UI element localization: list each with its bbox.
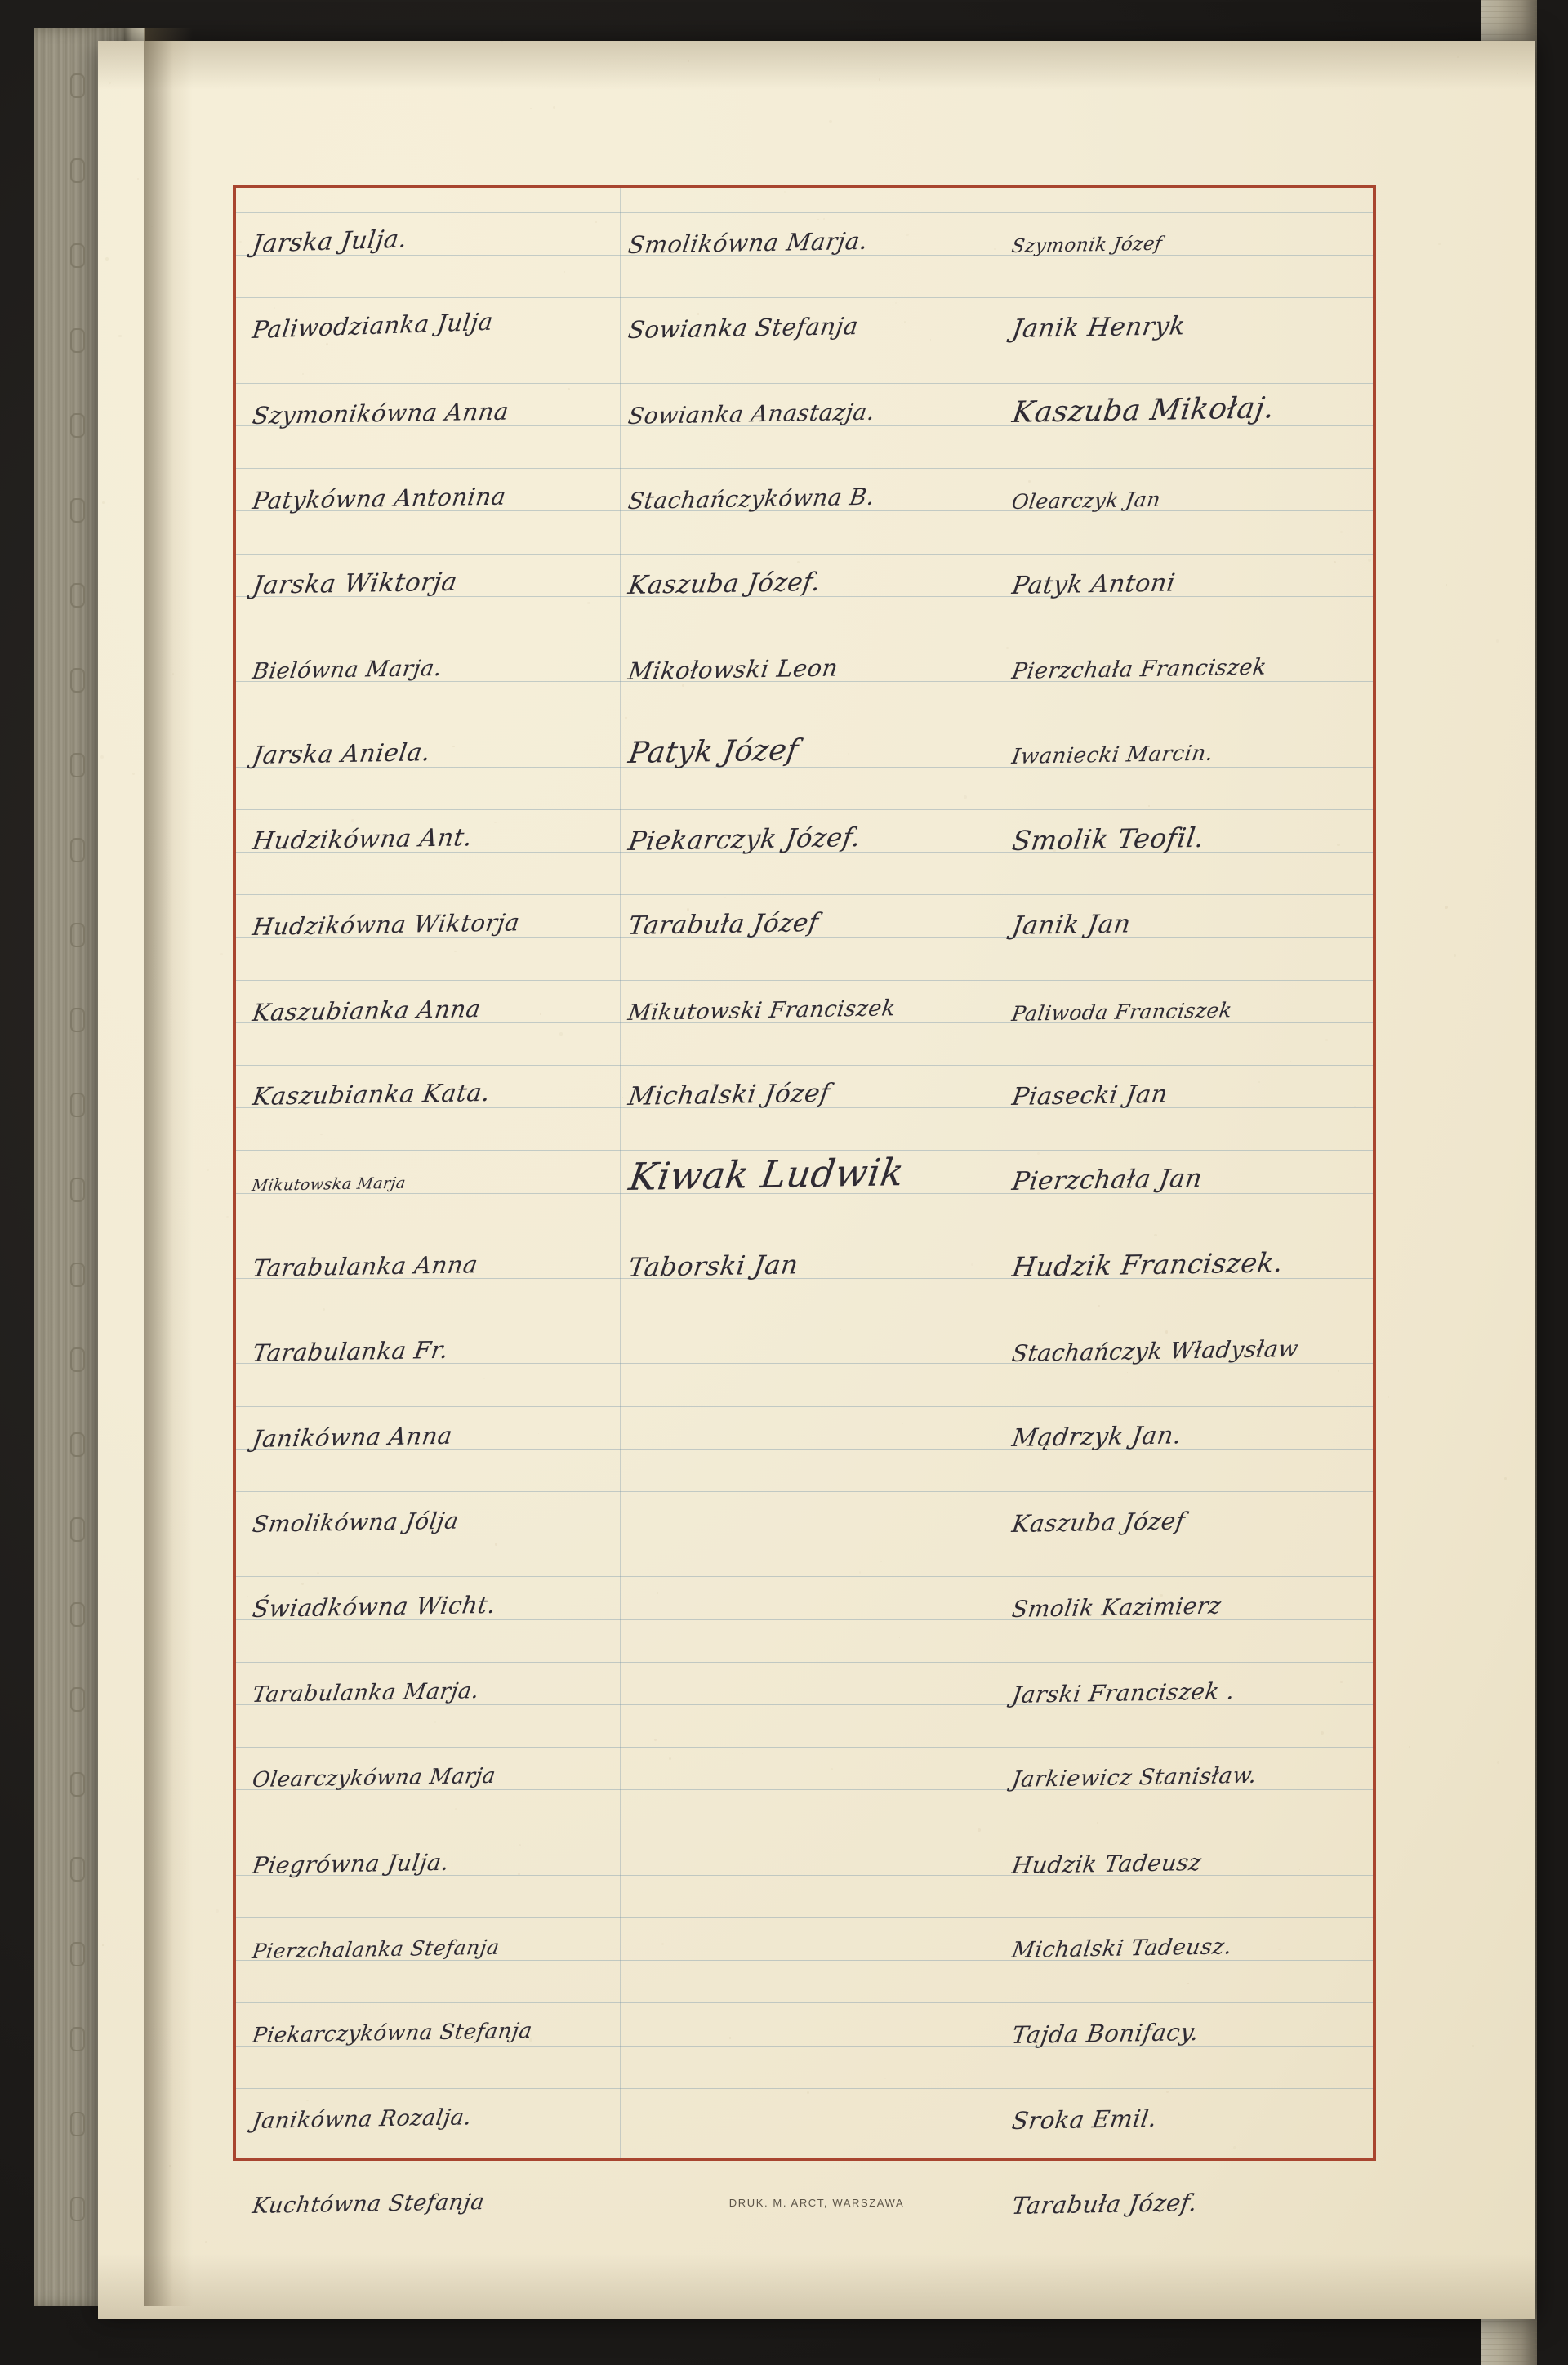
register-entry: Kuchtówna Stefanja xyxy=(251,2189,487,2220)
register-entry: Smolik Kazimierz xyxy=(1010,1592,1223,1623)
ruled-line xyxy=(236,1917,1373,1918)
register-entry: Iwaniecki Marcin. xyxy=(1010,742,1215,770)
register-entry: Jarska Aniela. xyxy=(251,738,433,771)
register-entry: Kiwak Ludwik xyxy=(626,1150,907,1200)
paper-speckle xyxy=(518,1873,520,1876)
register-entry: Piekarczyk Józef. xyxy=(626,821,863,857)
register-entry: Jarska Wiktorja xyxy=(251,567,460,600)
paper-speckle xyxy=(1409,1746,1410,1748)
register-entry: Szymonikówna Anna xyxy=(251,397,511,430)
register-entry: Kaszubianka Kata. xyxy=(251,1078,492,1111)
paper-speckle xyxy=(205,2241,207,2243)
binding-stitch xyxy=(70,923,85,947)
paper-speckle xyxy=(1504,1477,1507,1480)
binding-stitch xyxy=(70,668,85,693)
paper-speckle xyxy=(495,1543,497,1545)
paper-speckle xyxy=(216,1909,219,1913)
binding-stitch xyxy=(70,1772,85,1797)
register-entry: Sroka Emil. xyxy=(1010,2104,1159,2135)
register-entry: Patyk Józef xyxy=(626,733,801,771)
book-gutter-shadow xyxy=(144,28,193,2306)
register-entry: Pierzchała Franciszek xyxy=(1010,654,1269,684)
ruled-line xyxy=(236,1576,1373,1577)
paper-speckle xyxy=(226,1216,228,1218)
paper-speckle xyxy=(118,335,121,337)
printer-imprint: DRUK. M. ARCT, WARSZAWA xyxy=(728,2197,905,2209)
binding-stitch xyxy=(70,243,85,268)
ruled-line xyxy=(236,2046,1373,2047)
paper-speckle xyxy=(669,1757,671,1760)
paper-speckle xyxy=(1472,2045,1474,2047)
paper-speckle xyxy=(1446,584,1448,586)
paper-speckle xyxy=(100,755,104,759)
paper-speckle xyxy=(1354,1106,1356,1107)
register-entry: Sowianka Anastazja. xyxy=(626,398,877,430)
paper-speckle xyxy=(519,1844,521,1846)
register-entry: Piekarczykówna Stefanja xyxy=(251,2019,534,2049)
paper-speckle xyxy=(1496,639,1499,643)
ruled-line xyxy=(236,1406,1373,1407)
binding-stitch xyxy=(70,1008,85,1032)
register-entry: Smolikówna Jólja xyxy=(251,1507,461,1538)
register-entry: Kaszuba Józef. xyxy=(626,567,823,600)
paper-speckle xyxy=(568,388,570,390)
binding-stitch xyxy=(70,1602,85,1627)
paper-speckle xyxy=(994,248,996,250)
register-entry: Kaszuba Józef xyxy=(1010,1507,1187,1538)
paper-speckle xyxy=(102,501,105,504)
ruled-line xyxy=(236,1662,1373,1663)
register-entry: Mikutowski Franciszek xyxy=(626,995,898,1026)
paper-speckle xyxy=(540,1013,541,1014)
paper-speckle xyxy=(454,951,456,952)
paper-speckle xyxy=(1517,73,1519,74)
paper-speckle xyxy=(964,795,967,799)
paper-speckle xyxy=(840,1329,841,1330)
binding-stitch xyxy=(70,753,85,777)
paper-speckle xyxy=(687,908,690,911)
paper-speckle xyxy=(1148,805,1150,807)
register-entry: Jarkiewicz Stanisław. xyxy=(1010,1762,1258,1793)
paper-speckle xyxy=(729,2037,732,2039)
column-separator-1 xyxy=(620,188,621,2158)
binding-stitch xyxy=(70,1942,85,1966)
paper-speckle xyxy=(1165,1330,1169,1334)
ruled-line xyxy=(236,1065,1373,1066)
register-entry: Patykówna Antonina xyxy=(251,482,508,515)
binding-stitch xyxy=(70,1178,85,1202)
register-entry: Sowianka Stefanja xyxy=(626,312,861,345)
binding-stitch xyxy=(70,838,85,862)
ruled-line xyxy=(236,2088,1373,2089)
register-entry: Janik Jan xyxy=(1010,909,1133,942)
paper-speckle xyxy=(351,819,354,822)
ruled-line xyxy=(236,809,1373,810)
paper-speckle xyxy=(829,120,832,123)
register-entry: Hudzik Tadeusz xyxy=(1010,1848,1204,1879)
ruled-line xyxy=(236,2002,1373,2003)
register-entry: Tarabulanka Anna xyxy=(251,1249,480,1282)
background-right-margin xyxy=(1537,0,1568,2365)
ruled-line xyxy=(236,297,1373,298)
binding-stitch xyxy=(70,2112,85,2136)
paper-speckle xyxy=(1037,1152,1040,1155)
binding-stitch xyxy=(70,73,85,98)
register-entry: Tarabuła Józef. xyxy=(1010,2189,1200,2220)
paper-speckle xyxy=(634,1263,635,1264)
paper-speckle xyxy=(1154,1234,1156,1236)
paper-speckle xyxy=(501,41,503,42)
register-entry: Paliwodzianka Julja xyxy=(251,307,495,345)
paper-speckle xyxy=(807,2091,809,2094)
register-entry: Szymonik Józef xyxy=(1010,233,1164,257)
register-entry: Piegrówna Julja. xyxy=(251,1848,452,1879)
register-entry: Janikówna Anna xyxy=(251,1421,455,1453)
paper-speckle xyxy=(711,1082,714,1085)
binding-stitch xyxy=(70,158,85,183)
paper-speckle xyxy=(902,1423,903,1424)
ruled-line xyxy=(236,468,1373,469)
paper-speckle xyxy=(452,746,454,747)
register-entry: Taborski Jan xyxy=(626,1249,801,1283)
binding-stitch xyxy=(70,1432,85,1457)
paper-speckle xyxy=(784,191,786,193)
paper-speckle xyxy=(1338,1370,1339,1371)
register-entry: Janikówna Rozalja. xyxy=(251,2104,474,2134)
register-entry: Michalski Tadeusz. xyxy=(1010,1934,1234,1963)
paper-speckle xyxy=(1499,1049,1500,1050)
paper-speckle xyxy=(137,178,139,180)
ruled-line xyxy=(236,1491,1373,1492)
paper-speckle xyxy=(1438,243,1441,246)
ruled-line xyxy=(236,554,1373,555)
paper-speckle xyxy=(105,257,109,261)
paper-speckle xyxy=(978,1828,981,1832)
register-entry: Pierzchała Jan xyxy=(1010,1164,1205,1197)
ruled-line xyxy=(236,1747,1373,1748)
paper-speckle xyxy=(1497,1761,1499,1763)
register-entry: Stachańczyk Władysław xyxy=(1010,1334,1301,1368)
paper-speckle xyxy=(447,317,448,318)
paper-speckle xyxy=(688,60,689,61)
paper-speckle xyxy=(530,108,532,109)
register-entry: Stachańczykówna B. xyxy=(626,483,877,515)
paper-speckle xyxy=(1233,2146,1236,2149)
register-entry: Jarska Julja. xyxy=(251,225,409,259)
register-entry: Patyk Antoni xyxy=(1010,568,1178,600)
paper-speckle xyxy=(682,684,684,687)
register-entry: Kaszubianka Anna xyxy=(251,994,483,1027)
paper-speckle xyxy=(302,373,303,374)
register-entry: Janik Henryk xyxy=(1010,311,1187,345)
paper-speckle xyxy=(1290,1061,1291,1062)
paper-speckle xyxy=(697,313,700,315)
paper-speckle xyxy=(1454,954,1457,957)
paper-speckle xyxy=(207,1169,209,1171)
paper-speckle xyxy=(415,923,416,924)
paper-speckle xyxy=(1457,56,1459,58)
register-entry: Pierzchalanka Stefanja xyxy=(251,1935,501,1963)
binding-stitch xyxy=(70,1347,85,1372)
paper-speckle xyxy=(306,2100,309,2102)
register-entry: Mądrzyk Jan. xyxy=(1010,1420,1184,1453)
register-entry: Olearczykówna Marja xyxy=(251,1763,497,1793)
register-entry: Mikołowski Leon xyxy=(626,653,840,685)
paper-speckle xyxy=(109,82,111,84)
register-entry: Hudzikówna Wiktorja xyxy=(251,908,522,942)
paper-speckle xyxy=(1334,561,1336,563)
paper-speckle xyxy=(1127,1372,1128,1373)
paper-speckle xyxy=(879,78,880,80)
register-entry: Olearczyk Jan xyxy=(1010,487,1163,514)
paper-speckle xyxy=(1098,1305,1099,1307)
binding-stitch xyxy=(70,1687,85,1712)
paper-speckle xyxy=(1094,1773,1095,1775)
page-shadow-top xyxy=(98,41,1535,90)
paper-speckle xyxy=(132,773,135,775)
register-entry: Hudzik Franciszek. xyxy=(1010,1245,1286,1283)
paper-speckle xyxy=(772,251,773,252)
register-entry: Tarabuła Józef xyxy=(626,908,821,942)
binding-stitch xyxy=(70,2027,85,2051)
register-entry: Paliwoda Franciszek xyxy=(1010,997,1234,1026)
binding-stitch xyxy=(70,1517,85,1542)
paper-speckle xyxy=(274,307,275,309)
binding-stitch xyxy=(70,2197,85,2221)
paper-speckle xyxy=(595,221,597,223)
paper-speckle xyxy=(1321,1731,1324,1735)
binding-stitch xyxy=(70,1857,85,1882)
register-entry: Świadkówna Wicht. xyxy=(251,1591,498,1623)
binding-stitch xyxy=(70,498,85,523)
paper-speckle xyxy=(906,234,909,237)
paper-speckle xyxy=(102,1944,104,1946)
paper-speckle xyxy=(320,1134,322,1135)
paper-speckle xyxy=(1445,906,1448,909)
paper-speckle xyxy=(529,2038,532,2042)
paper-speckle xyxy=(553,106,555,109)
binding-stitch xyxy=(70,583,85,608)
ruled-line xyxy=(236,383,1373,384)
ruled-line xyxy=(236,980,1373,981)
binding-stitch xyxy=(70,1093,85,1117)
paper-speckle xyxy=(483,1378,484,1379)
paper-speckle xyxy=(1368,559,1371,562)
register-entry: Mikutowska Marja xyxy=(251,1174,408,1196)
register-entry: Tajda Bonifacy. xyxy=(1010,2018,1201,2050)
paper-speckle xyxy=(1217,2283,1218,2284)
register-entry: Michalski Józef xyxy=(626,1078,832,1111)
binding-stitch xyxy=(70,413,85,438)
paper-speckle xyxy=(1325,1039,1327,1040)
binding-stitch xyxy=(70,1263,85,1287)
page-shadow-bottom xyxy=(98,2254,1535,2319)
paper-speckle xyxy=(327,255,328,256)
paper-speckle xyxy=(434,1721,436,1723)
paper-speckle xyxy=(848,753,849,755)
register-entry: Jarski Franciszek . xyxy=(1010,1677,1237,1708)
register-entry: Bielówna Marja. xyxy=(251,655,444,684)
register-entry: Smolik Teofil. xyxy=(1010,821,1207,857)
paper-speckle xyxy=(1441,848,1442,849)
register-entry: Hudzikówna Ant. xyxy=(251,823,474,856)
ruled-line xyxy=(236,894,1373,895)
register-entry: Piasecki Jan xyxy=(1010,1080,1170,1111)
document-page xyxy=(98,41,1535,2319)
paper-speckle xyxy=(455,1808,457,1810)
paper-speckle xyxy=(831,1768,833,1770)
paper-speckle xyxy=(220,953,223,955)
register-entry: Tarabulanka Marja. xyxy=(251,1677,481,1708)
register-entry: Kaszuba Mikołaj. xyxy=(1010,391,1277,430)
paper-speckle xyxy=(1337,844,1339,846)
paper-speckle xyxy=(416,1060,417,1061)
register-entry: Smolikówna Marja. xyxy=(626,226,871,259)
paper-speckle xyxy=(1051,2214,1053,2216)
register-entry: Tarabulanka Fr. xyxy=(251,1335,451,1368)
paper-speckle xyxy=(1388,1396,1389,1398)
ruled-line xyxy=(236,212,1373,213)
binding-stitch xyxy=(70,328,85,353)
